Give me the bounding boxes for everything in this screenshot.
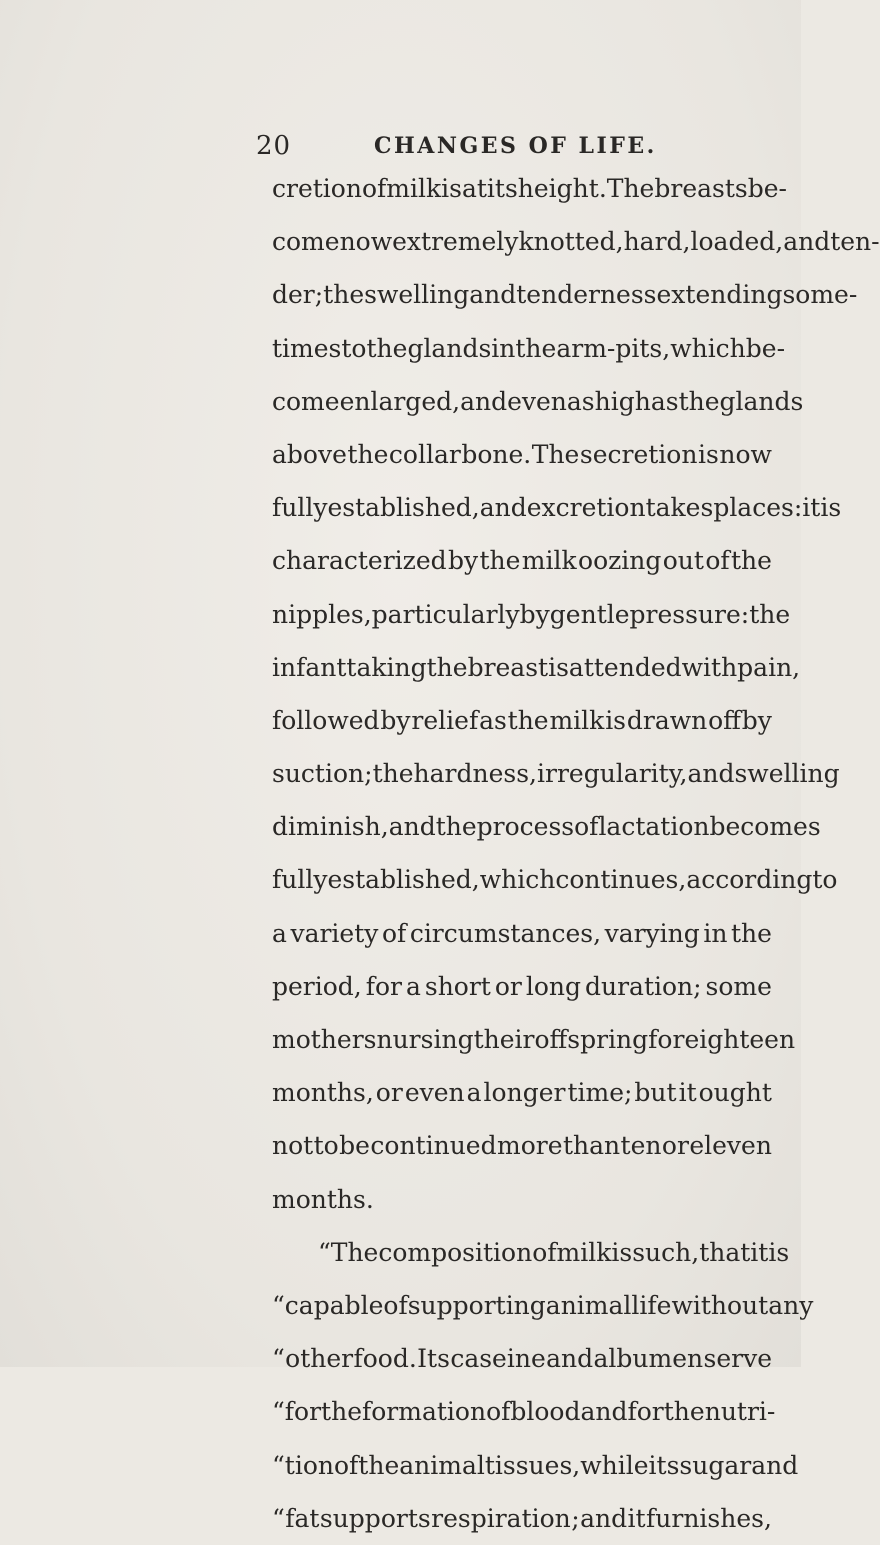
text-line: period, for a short or long duration; some	[272, 971, 772, 1001]
text-line: not to be continued more than ten or eleven	[272, 1131, 772, 1161]
text-line: nipples, particularly by gentle pressure: the	[272, 599, 791, 629]
text-line: “ The composition of milk is such, that it is	[318, 1237, 790, 1267]
text-line: fully established, and excretion takes places : it is	[272, 493, 842, 523]
text-line: followed by relief as the milk is drawn off by	[272, 705, 772, 735]
text-line: infant taking the breast is attended with pain,	[272, 652, 801, 682]
text-line: times to the glands in the arm-pits, which be-	[272, 333, 786, 363]
text-line: diminish, and the process of lactation becomes	[272, 812, 821, 842]
text-line: der; the swelling and tenderness extending some-	[272, 280, 858, 310]
text-line: fully established, which continues, according to	[272, 865, 838, 895]
page-number: 20	[256, 131, 292, 161]
text-line: “ fat supports respiration ; and it furnishes,	[272, 1503, 772, 1533]
text-line: a variety of circumstances, varying in the	[272, 918, 772, 948]
running-head: CHANGES OF LIFE.	[374, 133, 657, 159]
text-line: “ for the formation of blood and for the nutri-	[272, 1397, 776, 1427]
text-line: cretion of milk is at its height. The breasts be-	[272, 174, 787, 203]
text-line: “ other food. Its caseine and albumen serve	[272, 1344, 772, 1374]
body-text	[272, 162, 880, 1545]
text-line: months.	[272, 1184, 374, 1214]
text-line: suction ; the hardness, irregularity, and swelling	[272, 759, 840, 789]
text-line: come now extremely knotted, hard, loaded, and ten-	[272, 227, 880, 257]
text-line: above the collar bone. The secretion is now	[272, 439, 772, 469]
text-line: “ capable of supporting animal life without any	[272, 1290, 814, 1320]
text-line: months, or even a longer time; but it ought	[272, 1078, 772, 1108]
text-line: characterized by the milk oozing out of the	[272, 546, 772, 576]
text-line: mothers nursing their offspring for eighteen	[272, 1025, 796, 1054]
text-line: “ tion of the animal tissues, while its sugar and	[272, 1450, 799, 1480]
text-line: come enlarged, and even as high as the glands	[272, 386, 804, 416]
